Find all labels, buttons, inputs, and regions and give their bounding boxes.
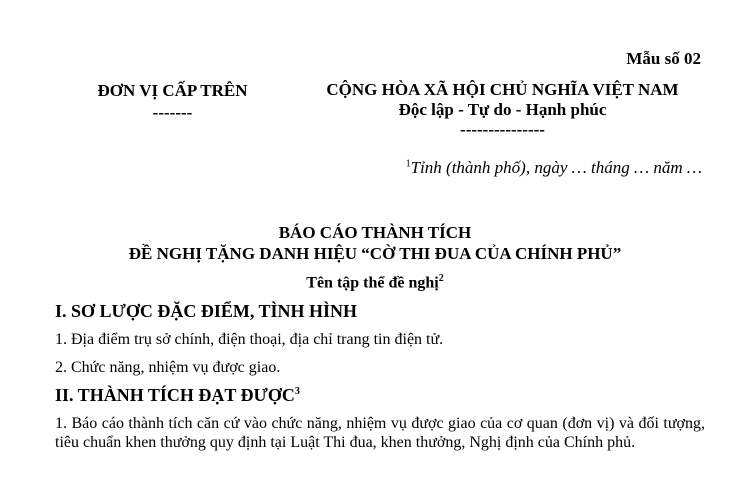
section1-heading: I. SƠ LƯỢC ĐẶC ĐIỂM, TÌNH HÌNH bbox=[55, 301, 358, 321]
collective-name-text: Tên tập thể đề nghị bbox=[306, 274, 439, 292]
national-header bbox=[325, 80, 680, 140]
motto-divider: --------------- bbox=[460, 120, 545, 139]
issuing-agency: ĐƠN VỊ CẤP TRÊN bbox=[97, 81, 248, 100]
collective-name-line bbox=[0, 273, 750, 292]
section2-heading-line bbox=[55, 385, 300, 406]
report-title bbox=[0, 222, 750, 264]
footnote-marker-1: 1 bbox=[405, 158, 411, 170]
report-title-line2: ĐỀ NGHỊ TẶNG DANH HIỆU “CỜ THI ĐUA CỦA CHÍNH PHỦ” bbox=[128, 244, 622, 263]
issuing-agency-block bbox=[90, 80, 255, 124]
section1-item1: 1. Địa điểm trụ sở chính, điện thoại, địa chỉ trang tin điện tử. bbox=[55, 331, 444, 348]
footnote-marker-3: 3 bbox=[294, 386, 300, 397]
section2-item1: 1. Báo cáo thành tích căn cứ vào chức năng, nhiệm vụ được giao của cơ quan (đơn vị) và đối tượng, tiêu chuẩn khen thưởng quy định tại Luật Thi đua, khen thưởng, Nghị định của Chính phủ. bbox=[55, 415, 705, 451]
place-date-text: Tỉnh (thành phố), ngày … tháng … năm … bbox=[410, 158, 702, 177]
section1-item2: 2. Chức năng, nhiệm vụ được giao. bbox=[55, 359, 281, 376]
national-motto: Độc lập - Tự do - Hạnh phúc bbox=[398, 100, 607, 119]
section2-heading: II. THÀNH TÍCH ĐẠT ĐƯỢC bbox=[55, 385, 295, 405]
place-date-line bbox=[406, 158, 702, 178]
footnote-marker-2: 2 bbox=[438, 273, 444, 284]
report-title-line1: BÁO CÁO THÀNH TÍCH bbox=[278, 223, 472, 242]
form-number: Mẫu số 02 bbox=[626, 49, 701, 68]
agency-divider: ------- bbox=[152, 103, 193, 122]
country-name: CỘNG HÒA XÃ HỘI CHỦ NGHĨA VIỆT NAM bbox=[326, 80, 679, 99]
